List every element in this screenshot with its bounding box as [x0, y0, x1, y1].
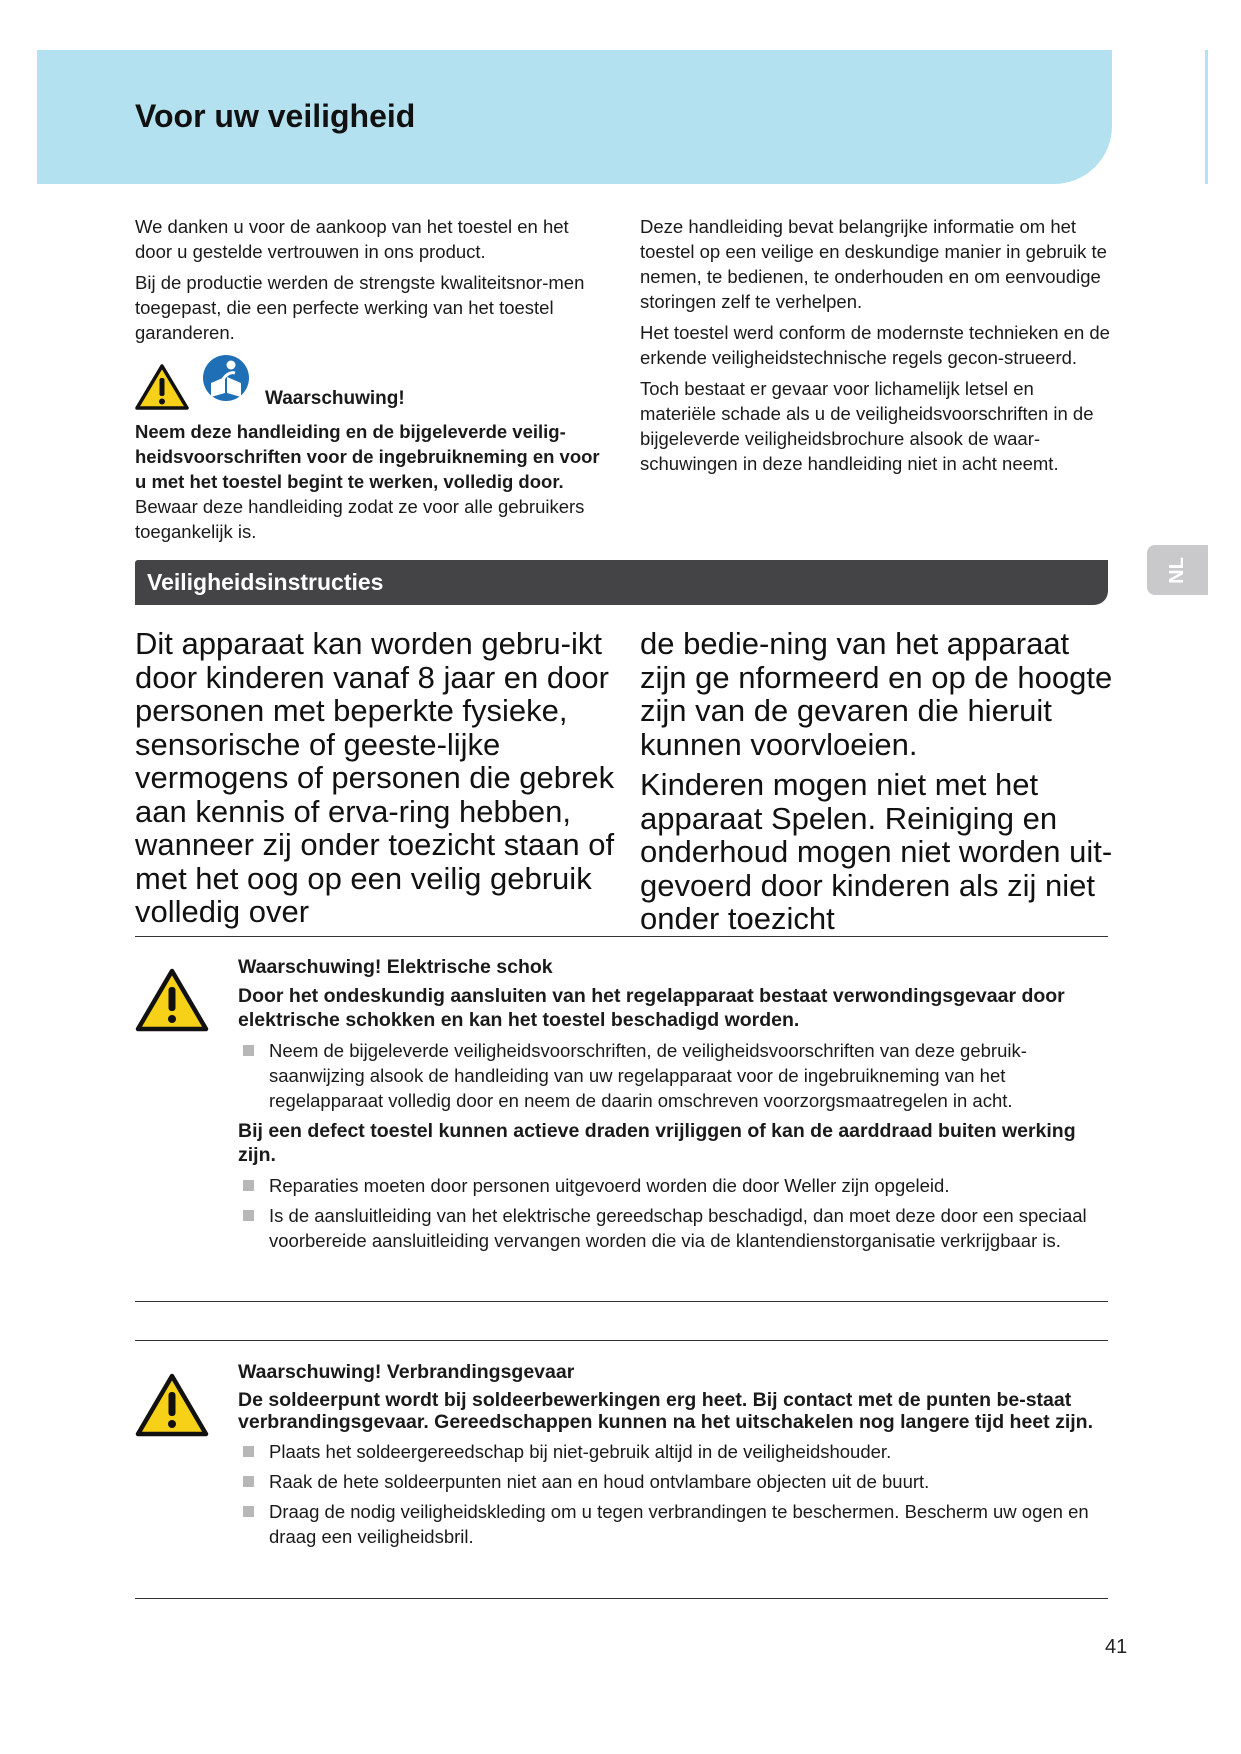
warning-title: Waarschuwing! Verbrandingsgevaar — [238, 1361, 575, 1383]
page-number: 41 — [1105, 1636, 1128, 1658]
warning-triangle-icon — [135, 967, 209, 1033]
electric-warning-block — [135, 955, 1108, 1259]
warning-bold-text: Neem deze handleiding en de bijgeleverde veilig-heidsvoorschriften voor de ingebruikneming en voor u met het toestel begint te werken, volledig door. — [135, 421, 600, 492]
intro-paragraph: Deze handleiding bevat belangrijke informatie om het toestel op een veilige en deskundige manier in gebruik te nemen, te bedienen, te onderhouden en om eenvoudige storingen zelf te verhelpen. — [640, 216, 1107, 312]
warning-label: Waarschuwing! — [265, 388, 405, 409]
warning-text — [135, 419, 605, 544]
warning-triangle-icon — [135, 363, 189, 411]
page-title: Voor uw veiligheid — [135, 98, 416, 134]
divider — [135, 936, 1108, 937]
warning-title: Waarschuwing! Elektrische schok — [238, 956, 553, 978]
safety-paragraph: Kinderen mogen niet met het apparaat Spelen. Reiniging en onderhoud mogen niet worden uit-gevoerd door kinderen als zij niet onder toezicht — [640, 767, 1113, 936]
safety-text-right — [640, 627, 1120, 943]
intro-paragraph: Het toestel werd conform de modernste technieken en de erkende veiligheidstechnische regels gecon-strueerd. — [640, 322, 1110, 368]
divider — [135, 1598, 1108, 1599]
intro-paragraph: Toch bestaat er gevaar voor lichamelijk letsel en materiële schade als u de veiligheidsvoorschriften in de bijgeleverde veiligheidsbrochure alsook de waar-schuwingen in deze handleiding niet in acht neemt. — [640, 378, 1094, 474]
warning-rest-text: Bewaar deze handleiding zodat ze voor alle gebruikers toegankelijk is. — [135, 496, 585, 542]
language-tab-label: NL — [1165, 556, 1188, 584]
intro-right-column — [640, 214, 1110, 482]
list-item: Raak de hete soldeerpunten niet aan en houd ontvlambare objecten uit de buurt. — [238, 1469, 1108, 1494]
safety-text-left — [135, 627, 615, 936]
bullet-list — [238, 1038, 1108, 1113]
section-title: Veiligheidsinstructies — [147, 569, 384, 595]
bullet-list — [238, 1173, 1108, 1253]
section-header — [135, 560, 1108, 605]
divider — [135, 1340, 1108, 1341]
divider — [135, 1301, 1108, 1302]
intro-left-column — [135, 214, 605, 550]
edge-rule — [1205, 50, 1208, 184]
list-item: Plaats het soldeergereedschap bij niet-gebruik altijd in de veiligheidshouder. — [238, 1439, 1108, 1464]
intro-paragraph: Bij de productie werden de strengste kwaliteitsnor-men toegepast, die een perfecte werking van het toestel garanderen. — [135, 272, 585, 343]
list-item: Draag de nodig veiligheidskleding om u tegen verbrandingen te beschermen. Bescherm uw ogen en draag een veiligheidsbril. — [238, 1499, 1108, 1549]
warning-lead: Door het ondeskundig aansluiten van het regelapparaat bestaat verwondingsgevaar door elektrische schokken en kan het toestel beschadigd worden. — [238, 985, 1065, 1031]
read-manual-icon — [201, 353, 251, 403]
safety-paragraph: de bedie-ning van het apparaat zijn ge nformeerd en op de hoogte zijn van de gevaren die hieruit kunnen voorvloeien. — [640, 626, 1113, 762]
list-item: Reparaties moeten door personen uitgevoerd worden die door Weller zijn opgeleid. — [238, 1173, 1108, 1198]
warning-lead: De soldeerpunt wordt bij soldeerbewerkingen erg heet. Bij contact met de punten be-staat verbrandingsgevaar. Gereedschappen kunnen na het uitschakelen nog langere tijd heet zijn. — [238, 1389, 1093, 1433]
burn-warning-block — [135, 1360, 1108, 1555]
list-item: Is de aansluitleiding van het elektrische gereedschap beschadigd, dan moet deze door een speciaal voorbereide aansluitleiding vervangen worden die via de klantendienstorganisatie verkrijgbaar is. — [238, 1203, 1108, 1253]
list-item: Neem de bijgeleverde veiligheidsvoorschriften, de veiligheidsvoorschriften van deze gebruik-saanwijzing alsook de handleiding van uw regelapparaat voor de ingebruikneming van het regelapparaat volledig door en neem de daarin omschreven voorzorgsmaatregelen in acht. — [238, 1038, 1108, 1113]
safety-paragraph: Dit apparaat kan worden gebru-ikt door kinderen vanaf 8 jaar en door personen met beperkte fysieke, sensorische of geeste-lijke vermogens of personen die gebrek aan kennis of erva-ring hebben, wanneer zij onder toezicht staan of met het oog op een veilig gebruik volledig over — [135, 626, 615, 929]
bullet-list — [238, 1439, 1108, 1549]
intro-paragraph: We danken u voor de aankoop van het toestel en het door u gestelde vertrouwen in ons product. — [135, 216, 569, 262]
language-tab — [1147, 545, 1208, 595]
warning-triangle-icon — [135, 1372, 209, 1438]
warning-row — [135, 353, 605, 411]
warning-lead: Bij een defect toestel kunnen actieve draden vrijliggen of kan de aarddraad buiten werking zijn. — [238, 1120, 1076, 1166]
